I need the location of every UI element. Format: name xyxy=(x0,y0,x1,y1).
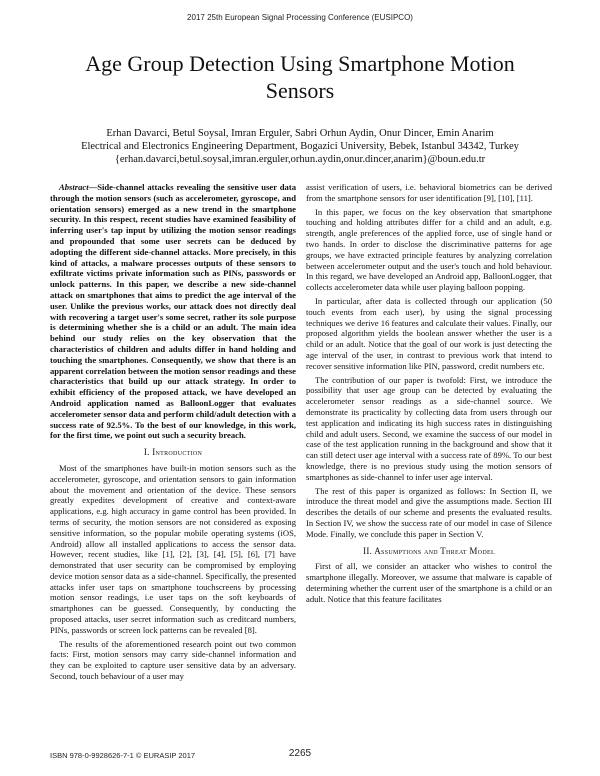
title-line-2: Sensors xyxy=(265,78,335,103)
abstract xyxy=(50,182,296,441)
section-heading-introduction: I. Introduction xyxy=(143,447,203,458)
page-number: 2265 xyxy=(288,748,312,759)
isbn-footer: ISBN 978-0-9928626-7-1 © EURASIP 2017 xyxy=(50,751,196,760)
abstract-lead: Abstract xyxy=(59,182,89,192)
paragraph: First of all, we consider an attacker who wishes to control the smartphone illegally. Moreover, we assume that malware is capable of determining whether the current user of the smartphone is a child or an adult. Notice that this feature facilitates xyxy=(306,561,552,604)
abstract-text: —Side-channel attacks revealing the sensitive user data through the motion sensors (such as accelerometer, gyroscope, and orientation sensors) emerged as a new trend in the smartphone security. In this respect, recent studies have examined feasibility of inferring user's tap input by utilizing the motion sensor readings and propounded that some user secrets can be deduced by adopting the different side-channel attacks. More precisely, in this kind of attacks, a malware processes outputs of these sensors to exfiltrate victims private information such as PINs, passwords or unlock patterns. In this paper, we describe a new side-channel attack on smartphones that aims to predict the age interval of the user. Unlike the previous works, our attack does not directly deal with recovering a target user's some secret, rather its sole purpose is determining whether she is a child or an adult. The main idea behind our study relies on the key observation that the characteristics of children and adults differ in hand holding and touching the smartphones. Consequently, we show that there is an apparent correlation between the motion sensor readings and these characteristics that build up our attack strategy. In order to exhibit efficiency of the proposed attack, we have developed an Android application named as BalloonLogger that evaluates accelerometer sensor data and perform child/adult detection with a success rate of 92.5%. To the best of our knowledge, in this work, for the first time, we point out such a security breach. xyxy=(50,182,296,441)
author-names: Erhan Davarci, Betul Soysal, Imran Erguler, Sabri Orhun Aydin, Onur Dincer, Emin Anarim xyxy=(106,128,494,139)
paragraph: assist verification of users, i.e. behavioral biometrics can be derived from the smartphone sensors for user identification [9], [10], [11]. xyxy=(306,182,552,203)
conference-header: 2017 25th European Signal Processing Conference (EUSIPCO) xyxy=(187,13,413,22)
paragraph: The rest of this paper is organized as follows: In Section II, we introduce the threat model and give the assumptions made. Section III describes the details of our scheme and presents the evaluated results. In Section IV, we show the success rate of our model in case of Silence Mode. Finally, we conclude this paper in Section V. xyxy=(306,485,552,539)
section-heading-threat-model: II. Assumptions and Threat Model xyxy=(363,545,495,556)
right-column xyxy=(306,182,552,607)
paragraph: Most of the smartphones have built-in motion sensors such as the accelerometer, gyroscope, and orientation sensors to gain information about the movement and orientation of the device. These sensors greatly expedites development of creative and context-aware applications, e.g. high accuracy in game control has been provided. In terms of security, the motion sensors are not considered as exposing sensitive information, so the popular mobile operating systems (iOS, Android) allow all installed applications to access the sensor data. However, recent studies, like [1], [2], [3], [4], [5], [6], [7] have demonstrated that user security can be compromised by employing device motion sensor data as a side-channel. Specifically, the presented attacks infer user taps on smartphone touchscreens by processing motion sensor readings, i.e user taps on the soft keyboards of smartphones can be guessed. Consequently, by conducting the proposed attacks, user secret information such as creditcard numbers, PINs, passwords or screen lock patterns can be revealed [8]. xyxy=(50,462,296,635)
paper-title xyxy=(40,50,560,104)
paragraph: In this paper, we focus on the key observation that smartphone touching and holding attributes differ for a child and an adult, e.g. strength, angle preferences of the applied force, use of single hand or two hands. In order to disclose the discriminative patterns for age groups, we have extracted principle features by analyzing correlation between accelerometer output and the user's touch and hold behaviour. In this regard, we have developed an Android app, BalloonLogger, that collects accelerometer data while user playing balloon popping. xyxy=(306,206,552,293)
author-affiliation: Electrical and Electronics Engineering Department, Bogazici University, Bebek, Istanbul 34342, Turkey xyxy=(81,141,519,152)
title-line-1: Age Group Detection Using Smartphone Motion xyxy=(85,51,515,76)
paragraph: The results of the aforementioned research point out two common facts: First, motion sensors may carry side-channel information and they can be exploited to capture user sensitive data by an adversary. Second, touch behaviour of a user may xyxy=(50,638,296,682)
paragraph: The contribution of our paper is twofold: First, we introduce the possibility that user age group can be detected by evaluating the accelerometer sensor readings as a side-channel source. We demonstrate its practicality by collecting data from users through our test application and indicating its high success rates in distinguishing child and adult users. Second, we examine the success of our model in case of the test application running in the background and show that it can still detect user age interval with a success rate of 89%. To our best knowledge, there is no previous study using the motion sensors of smartphones as side-channel to infer user age interval. xyxy=(306,374,552,482)
left-column xyxy=(50,182,296,685)
paragraph: In particular, after data is collected through our application (50 touch events from each user), by using the signal processing techniques we derive 16 features and calculate their values. Finally, our proposed algorithm yields the boolean answer whether the user is a child or an adult. Notice that the goal of our work is just detecting the age interval of the user, in contrast to previous work that intend to recover sensitive information like PIN, password, credit numbers etc. xyxy=(306,295,552,371)
author-emails: {erhan.davarci,betul.soysal,imran.erguler,orhun.aydin,onur.dincer,anarim}@boun.edu.tr xyxy=(114,154,486,165)
author-block xyxy=(20,127,580,166)
